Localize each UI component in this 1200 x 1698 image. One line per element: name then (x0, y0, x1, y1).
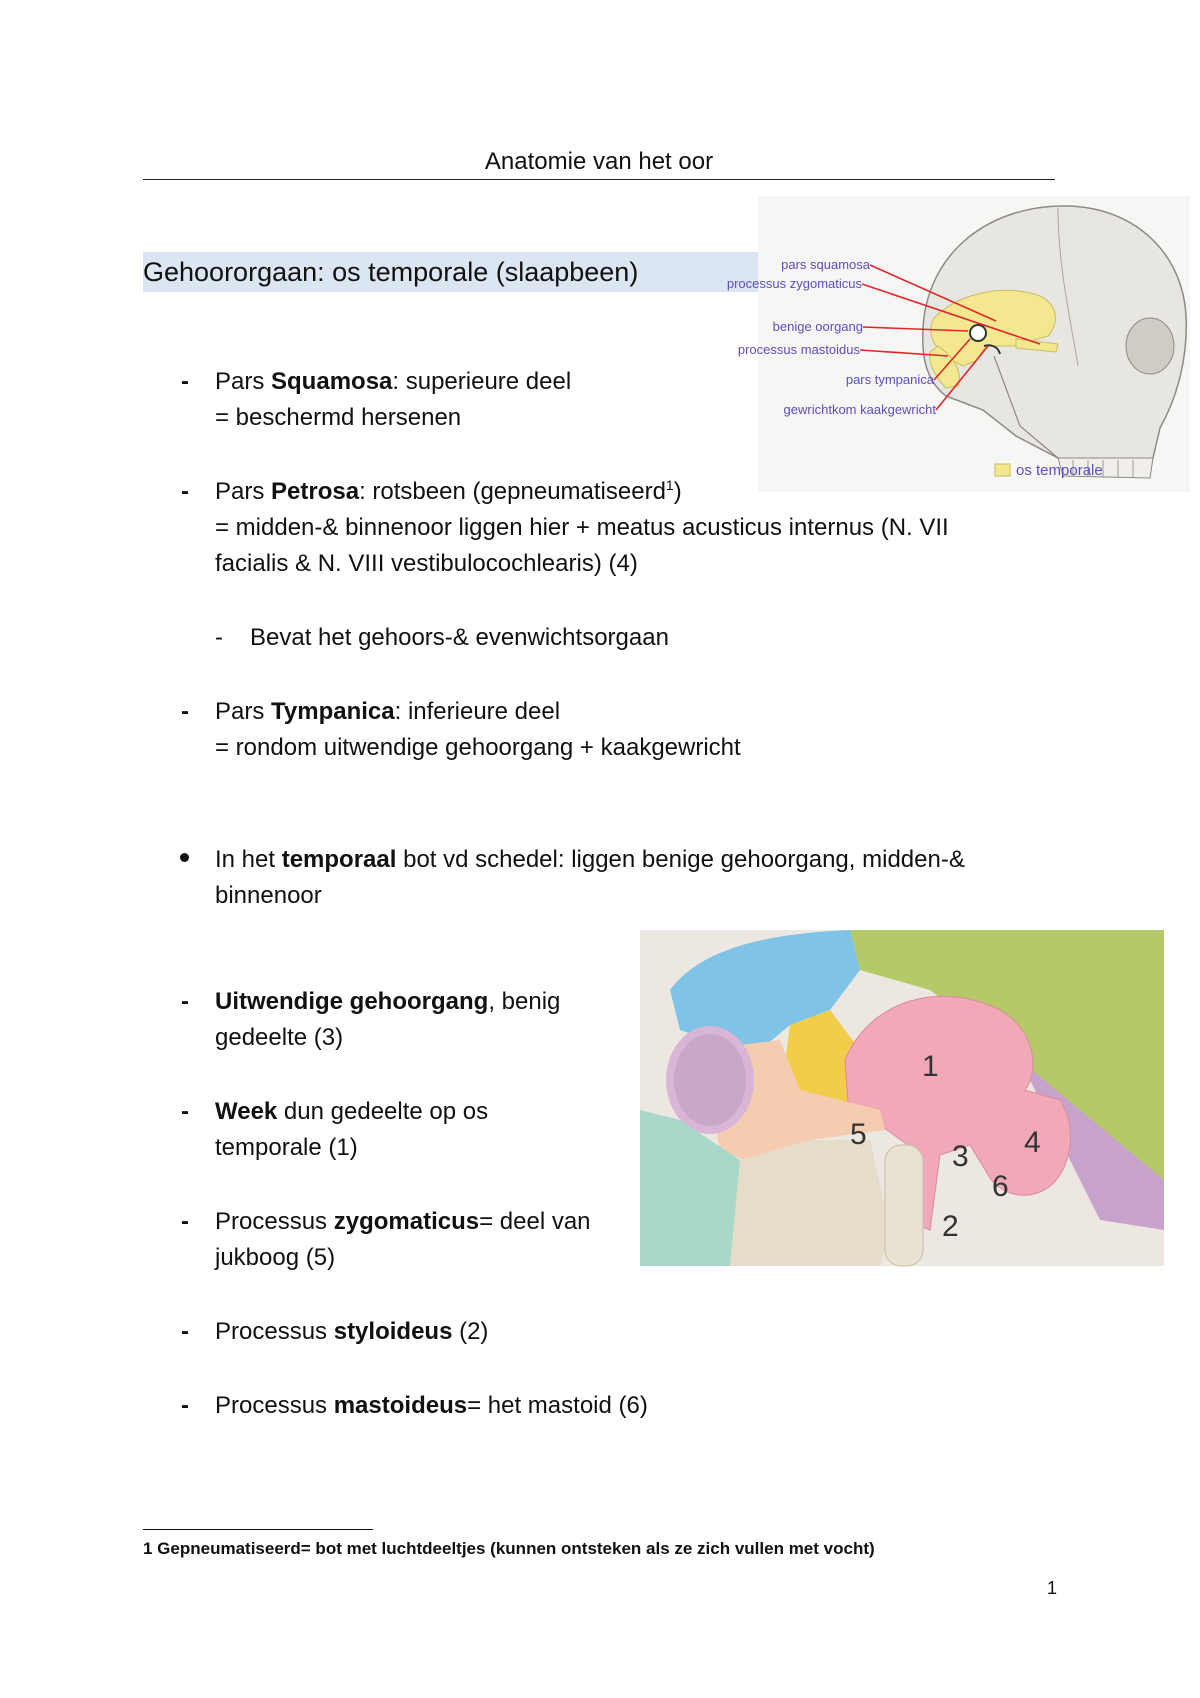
footnote-ref[interactable]: 1 (665, 477, 674, 493)
list-item-zygomaticus: Processus zygomaticus= deel van (215, 1208, 591, 1235)
label-pars-squamosa: pars squamosa (781, 257, 870, 272)
bullet-item-temporaal-cont: binnenoor (215, 882, 322, 909)
figure-number-6: 6 (992, 1170, 1009, 1203)
bone-mandible (730, 1140, 890, 1266)
list-item-mastoideus: Processus mastoideus= het mastoid (6) (215, 1392, 648, 1419)
skull-figure-numbered (640, 930, 1164, 1266)
label-gewrichtkom-kaakgewricht: gewrichtkom kaakgewricht (783, 402, 936, 417)
list-item-tympanica: Pars Tympanica: inferieure deel (215, 698, 561, 725)
figure-number-2: 2 (942, 1210, 959, 1243)
sub-list-item: Bevat het gehoors-& evenwichtsorgaan (250, 624, 669, 651)
list-item-petrosa-detail: = midden-& binnenoor liggen hier + meatus acusticus internus (N. VII (215, 514, 949, 541)
list-item-tympanica-detail: = rondom uitwendige gehoorgang + kaakgewricht (215, 734, 741, 761)
dash-bullet: - (181, 1392, 189, 1419)
dash-bullet: - (181, 1318, 189, 1345)
label-processus-mastoidus: processus mastoidus (737, 342, 860, 357)
dash-bullet: - (181, 698, 189, 725)
list-item-petrosa-detail-2: facialis & N. VIII vestibulocochlearis) (4) (215, 550, 638, 577)
dash-bullet: - (181, 988, 189, 1015)
skull-figure-temporal (726, 196, 1190, 492)
mandible-condyle (885, 1145, 923, 1266)
list-item-squamosa: Pars Squamosa: superieure deel (215, 368, 572, 395)
legend-swatch (995, 464, 1010, 476)
sub-dash-bullet: - (215, 624, 223, 651)
orbit (670, 1030, 750, 1130)
page-number: 1 (1047, 1578, 1058, 1598)
dash-bullet: - (181, 1208, 189, 1235)
list-item-week: Week dun gedeelte op os (215, 1098, 489, 1125)
page-header: Anatomie van het oor (484, 148, 714, 175)
list-item-uitwendige-gehoorgang-cont: gedeelte (3) (215, 1024, 344, 1051)
list-item-petrosa: Pars Petrosa: rotsbeen (gepneumatiseerd$^1$) (215, 477, 682, 505)
list-item-squamosa-detail: = beschermd hersenen (215, 404, 462, 431)
bullet-item-temporaal: In het temporaal bot vd schedel: liggen benige gehoorgang, midden-& (215, 846, 965, 873)
figure-number-3: 3 (952, 1140, 969, 1173)
dash-bullet: - (181, 1098, 189, 1125)
label-processus-zygomaticus: processus zygomaticus (726, 276, 862, 291)
dash-bullet: - (181, 368, 189, 395)
section-heading: Gehoororgaan: os temporale (slaapbeen) (143, 252, 763, 292)
list-item-zygomaticus-cont: jukboog (5) (215, 1244, 336, 1271)
header-rule (143, 179, 1055, 180)
orbit (1126, 318, 1174, 374)
footnote-rule (143, 1529, 373, 1530)
dash-bullet: - (181, 478, 189, 505)
figure-number-1: 1 (922, 1050, 939, 1083)
footnote-text: 1 Gepneumatiseerd= bot met luchtdeeltjes (kunnen ontsteken als ze zich vullen met vocht) (143, 1539, 875, 1558)
bullet-dot (180, 853, 189, 862)
list-item-week-cont: temporale (1) (215, 1134, 358, 1161)
label-benige-oorgang: benige oorgang (772, 319, 863, 334)
list-item-styloideus: Processus styloideus (2) (215, 1318, 489, 1345)
figure-number-5: 5 (850, 1118, 867, 1151)
label-pars-tympanica: pars tympanica (845, 372, 934, 387)
figure-number-4: 4 (1024, 1126, 1041, 1159)
legend-os-temporale: os temporale (1016, 462, 1103, 479)
ear-canal (970, 325, 986, 341)
list-item-uitwendige-gehoorgang: Uitwendige gehoorgang, benig (215, 988, 561, 1015)
